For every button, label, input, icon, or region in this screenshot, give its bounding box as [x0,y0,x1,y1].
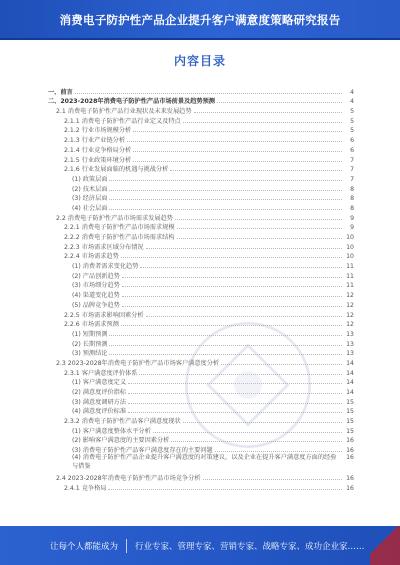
toc-entry-page: 12 [346,321,354,329]
toc-entry-label: (3) 经济层面 [72,195,108,203]
toc-entry-page: 6 [350,137,354,145]
toc-entry-page: 14 [346,369,354,377]
toc-entry[interactable] [48,115,354,125]
toc-entry[interactable] [48,251,354,261]
toc-entry-label: (2) 长期预测 [72,340,108,348]
toc-entry[interactable] [48,86,354,96]
toc-leader-dots [109,199,342,200]
toc-entry-label: (1) 客户满意度定义 [72,379,127,387]
toc-entry[interactable] [48,183,354,193]
toc-leader-dots [122,306,342,307]
watermark-logo-icon [178,315,318,455]
toc-leader-dots [121,257,342,258]
toc-entry-label: 2.1.4 行业竞争格局分析 [64,146,132,154]
toc-leader-dots [146,248,342,249]
toc-leader-dots [170,170,342,171]
toc-leader-dots [133,151,342,152]
toc-entry-page: 14 [346,379,354,387]
toc-entry-page: 16 [346,447,354,455]
toc-entry-label: (4) 渠道变化趋势 [72,292,120,300]
toc-entry-page: 7 [350,166,354,174]
toc-entry-label: 2.3 2023-2028年消费电子防护性产品市场客户满意度分析 [56,359,220,367]
toc-entry[interactable] [48,173,354,183]
toc-entry[interactable] [48,241,354,251]
toc-entry[interactable] [48,105,354,115]
toc-entry[interactable] [48,134,354,144]
toc-entry-label: 2.3.2 消费电子防护性产品客户满意度现状 [64,418,181,426]
toc-entry-label: (3) 满意度调研方法 [72,398,127,406]
toc-leader-dots [183,122,342,123]
toc-entry-page: 9 [350,214,354,222]
header-divider [0,38,400,40]
toc-entry-page: 14 [346,359,354,367]
toc-entry[interactable] [48,222,354,232]
toc-entry-page: 13 [346,340,354,348]
toc-leader-dots [75,93,342,94]
toc-entry-page: 16 [346,484,354,492]
toc-entry-label: (4) 消费电子防护性产品企业提升客户满意度的对策建议，以及企业在提升客户满意度方面的经验与借鉴 [72,454,337,470]
toc-entry-page: 15 [346,398,354,406]
toc-entry-page: 8 [350,204,354,212]
toc-entry-label: (1) 客户满意度整体水平分析 [72,427,151,435]
toc-entry-page: 7 [350,156,354,164]
toc-entry-label: 2.2.4 市场需求趋势 [64,253,119,261]
toc-leader-dots [194,112,342,113]
toc-entry-label: 2.4.1 竞争格局 [64,484,107,492]
toc-entry-label: 2.1.1 消费电子防护性产品行业定义及特点 [64,117,181,125]
toc-leader-dots [175,219,342,220]
toc-entry-page: 16 [346,474,354,482]
toc-leader-dots [122,277,342,278]
toc-entry-page: 15 [346,408,354,416]
toc-entry[interactable] [48,193,354,203]
toc-heading: 内容目录 [173,54,226,68]
toc-entry-label: 2.1.6 行业发展面临的机遇与挑战分析 [64,166,169,174]
toc-entry[interactable] [48,212,354,222]
toc-entry-page: 11 [346,263,354,271]
toc-entry-page: 14 [346,389,354,396]
footer-banner [0,526,400,565]
toc-entry[interactable] [48,164,354,174]
toc-leader-dots [177,228,342,229]
toc-leader-dots [140,267,342,268]
toc-leader-dots [127,141,342,142]
toc-entry-label: (4) 社会层面 [72,204,108,212]
toc-entry-label: (3) 市场细分趋势 [72,282,120,290]
toc-entry-label: (5) 品牌竞争趋势 [72,301,120,309]
toc-entry-page: 16 [346,454,354,462]
toc-entry-label: (4) 满意度评价标准 [72,408,127,416]
toc-entry-page: 11 [346,282,354,290]
toc-entry-page: 10 [346,243,354,251]
toc-entry-label: 2.3.1 客户满意度评价体系 [64,369,138,377]
toc-entry-label: (3) 预测结论 [72,350,108,358]
toc-entry[interactable] [48,454,354,472]
toc-entry[interactable] [48,270,354,280]
toc-entry-page: 9 [350,224,354,232]
toc-entry-page: 8 [350,185,354,193]
toc-entry-page: 4 [350,88,354,96]
toc-entry-label: (3) 消费电子防护性产品客户满意度存在的主要问题 [72,447,213,455]
toc-entry-page: 5 [350,117,354,125]
toc-entry-page: 10 [346,234,354,241]
toc-leader-dots [109,180,342,181]
toc-entry-label: (2) 影响客户满意度的主要因素分析 [72,437,170,445]
toc-entry-page: 4 [350,98,354,106]
toc-entry-label: 2.1.2 行业市场规模分析 [64,127,132,135]
toc-entry-label: 一、前言 [48,88,73,96]
toc-entry-label: 2.1.5 行业政策环境分析 [64,156,132,164]
toc-entry-label: (2) 产品创新趋势 [72,272,120,280]
toc-entry-label: (2) 满意度评价指标 [72,389,127,396]
toc-leader-dots [177,238,342,239]
toc-entry-page: 13 [346,330,354,338]
toc-leader-dots [133,131,342,132]
toc-entry-page: 12 [346,311,354,319]
toc-leader-dots [108,489,342,490]
toc-entry[interactable] [48,202,354,212]
toc-entry[interactable] [48,472,354,482]
toc-entry-page: 15 [346,427,354,435]
toc-leader-dots [133,161,342,162]
toc-entry-label: 二、2023-2028年消费电子防护性产品市场前景及趋势预测 [48,98,215,106]
toc-entry-page: 15 [346,418,354,426]
toc-entry-label: (1) 政策层面 [72,175,108,183]
toc-entry[interactable] [48,144,354,154]
footer-roles: 行业专家、管理专家、营销专家、战略专家、成功企业家…… [135,541,365,552]
toc-entry[interactable] [48,289,354,299]
toc-entry[interactable] [48,96,354,106]
toc-leader-dots [109,209,342,210]
toc-entry-page: 6 [350,146,354,154]
toc-leader-dots [203,479,342,480]
toc-entry-page: 5 [350,127,354,135]
toc-entry-label: 2.2.1 消费电子防护性产品市场需求规模 [64,224,175,232]
toc-entry-label: (2) 技术层面 [72,185,108,193]
toc-entry-page: 11 [346,272,354,280]
footer-slogan: 让每个人都能成为 [50,541,119,552]
toc-entry-page: 7 [350,175,354,183]
toc-entry-label: (1) 短期预测 [72,330,108,338]
report-header [0,0,400,40]
toc-entry[interactable] [48,280,354,290]
toc-leader-dots [109,190,342,191]
toc-leader-dots [217,102,342,103]
toc-entry-page: 8 [350,195,354,203]
toc-entry-label: 2.1 消费电子防护性产品行业现状及未来发展趋势 [56,108,192,116]
toc-entry[interactable] [48,482,354,492]
toc-entry-label: 2.4 2023-2028年消费电子防护性产品市场竞争分析 [56,474,201,482]
toc-entry-page: 12 [346,292,354,300]
toc-entry-label: 2.2.2 消费电子防护性产品市场需求结构 [64,234,175,241]
toc-entry-label: (1) 消费者需求变化趋势 [72,263,139,271]
toc-leader-dots [122,286,342,287]
toc-entry-page: 12 [346,301,354,309]
toc-entry[interactable] [48,231,354,241]
toc-entry[interactable] [48,260,354,270]
toc-entry[interactable] [48,125,354,135]
toc-entry-label: 2.2.6 市场需求预测 [64,321,119,329]
toc-leader-dots [122,296,342,297]
corner-ribbon [370,526,400,565]
toc-entry[interactable] [48,299,354,309]
toc-entry-label: 2.2 消费电子防护性产品市场需求发展趋势 [56,214,173,222]
footer-separator [126,539,127,553]
toc-entry-page: 16 [346,437,354,445]
toc-entry-page: 5 [350,108,354,116]
toc-entry[interactable] [48,154,354,164]
toc-entry-page: 10 [346,253,354,261]
toc-entry-label: 2.1.3 行业产业链分析 [64,137,126,145]
report-title: 消费电子防护性产品企业提升客户满意度策略研究报告 [59,13,341,27]
toc-entry-label: 2.2.3 市场需求区域分布情况 [64,243,144,251]
toc-entry-label: 2.2.5 市场需求影响因素分析 [64,311,144,319]
toc-entry-page: 13 [346,350,354,358]
